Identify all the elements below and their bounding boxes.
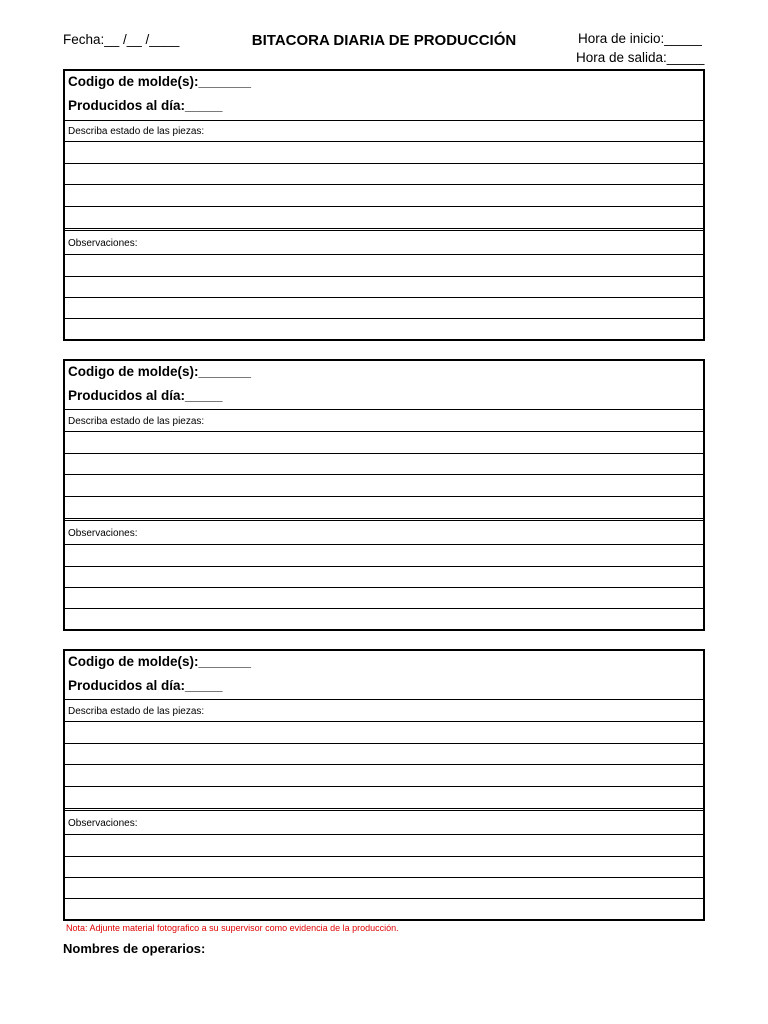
- writing-line: [65, 276, 703, 277]
- hora-salida-field: Hora de salida:_____: [576, 50, 705, 65]
- describa-label: Describa estado de las piezas:: [68, 416, 205, 427]
- double-divider: [65, 228, 703, 231]
- writing-line: [65, 431, 703, 432]
- describa-label: Describa estado de las piezas:: [68, 126, 205, 137]
- writing-line: [65, 898, 703, 899]
- production-section-3: [63, 649, 705, 921]
- codigo-molde-label: Codigo de molde(s):_______: [68, 74, 252, 89]
- writing-line: [65, 184, 703, 185]
- writing-line: [65, 608, 703, 609]
- hora-inicio-field: Hora de inicio:_____: [578, 31, 702, 46]
- writing-line: [65, 877, 703, 878]
- divider: [65, 409, 703, 410]
- writing-line: [65, 834, 703, 835]
- writing-line: [65, 163, 703, 164]
- writing-line: [65, 764, 703, 765]
- writing-line: [65, 206, 703, 207]
- writing-line: [65, 743, 703, 744]
- observaciones-label: Observaciones:: [68, 528, 138, 539]
- writing-line: [65, 786, 703, 787]
- writing-line: [65, 566, 703, 567]
- double-divider: [65, 518, 703, 521]
- producidos-label: Producidos al día:_____: [68, 98, 223, 113]
- writing-line: [65, 254, 703, 255]
- codigo-molde-label: Codigo de molde(s):_______: [68, 654, 252, 669]
- divider: [65, 699, 703, 700]
- operarios-label: Nombres de operarios:: [63, 941, 206, 956]
- production-section-2: [63, 359, 705, 631]
- fecha-field: Fecha:__ /__ /____: [63, 32, 180, 47]
- writing-line: [65, 587, 703, 588]
- writing-line: [65, 318, 703, 319]
- writing-line: [65, 297, 703, 298]
- observaciones-label: Observaciones:: [68, 238, 138, 249]
- writing-line: [65, 453, 703, 454]
- page-title-text: BITACORA DIARIA DE PRODUCCIÓN: [251, 32, 517, 49]
- writing-line: [65, 856, 703, 857]
- nota-text: Nota: Adjunte material fotografico a su supervisor como evidencia de la producción.: [66, 923, 399, 933]
- double-divider: [65, 808, 703, 811]
- producidos-label: Producidos al día:_____: [68, 678, 223, 693]
- producidos-label: Producidos al día:_____: [68, 388, 223, 403]
- production-section-1: [63, 69, 705, 341]
- writing-line: [65, 544, 703, 545]
- writing-line: [65, 496, 703, 497]
- codigo-molde-label: Codigo de molde(s):_______: [68, 364, 252, 379]
- writing-line: [65, 721, 703, 722]
- divider: [65, 120, 703, 121]
- describa-label: Describa estado de las piezas:: [68, 706, 205, 717]
- observaciones-label: Observaciones:: [68, 818, 138, 829]
- writing-line: [65, 141, 703, 142]
- writing-line: [65, 474, 703, 475]
